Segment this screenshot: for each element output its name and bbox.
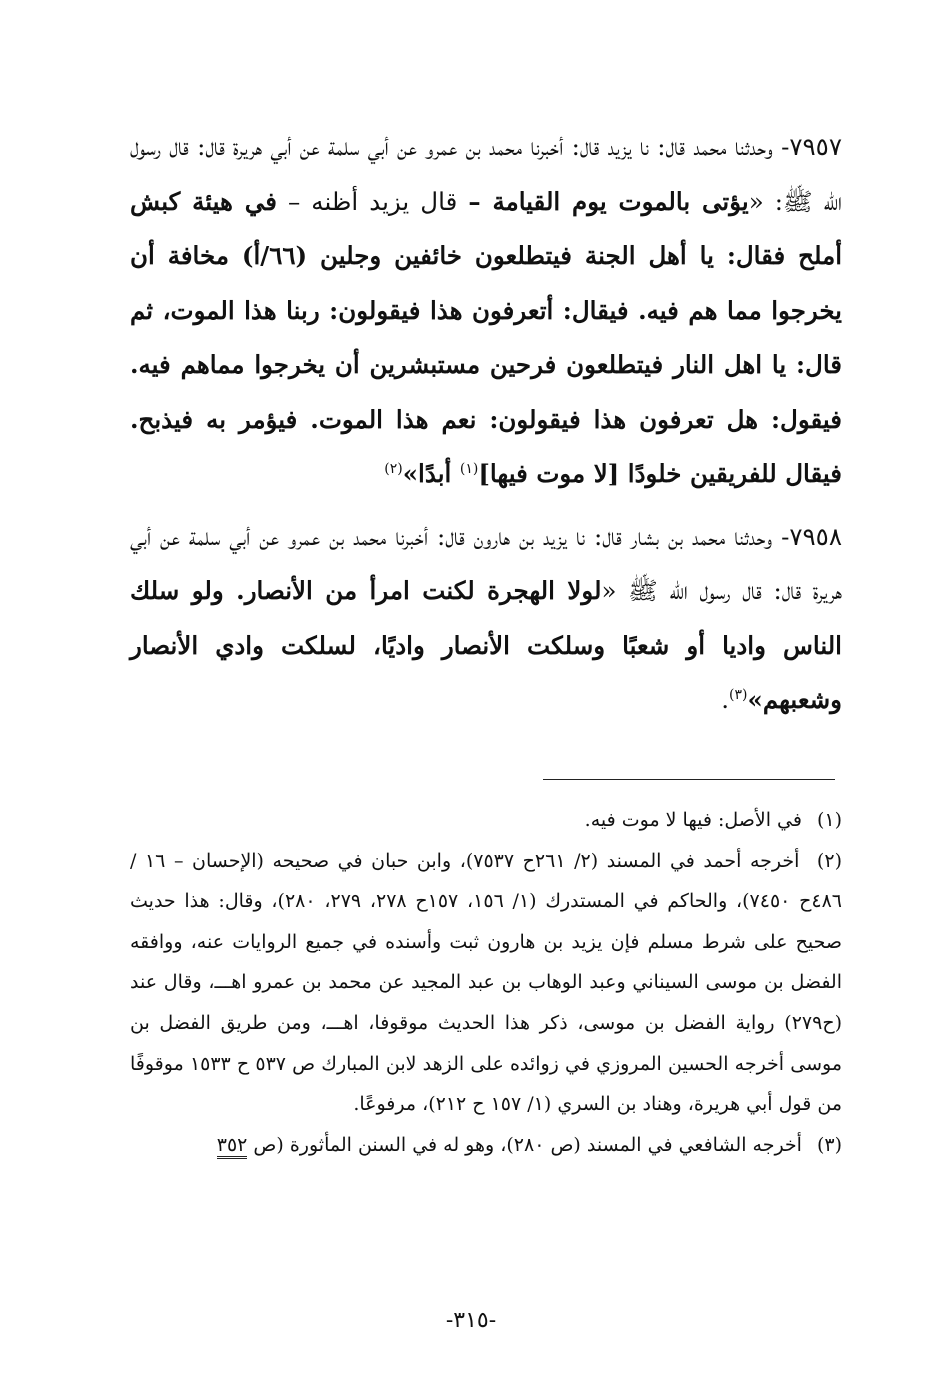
footnote-ref-2: (٢): [384, 460, 403, 477]
hadith-7958-end: .: [721, 685, 730, 714]
footnote-2: [130, 841, 842, 1125]
footnotes: [130, 800, 842, 1165]
footnote-3: [130, 1125, 842, 1166]
hadith-7957: [130, 120, 842, 502]
hadith-7957-narrator-note: قال يزيد أظنه –: [276, 186, 469, 216]
footnote-2-text: أخرجه أحمد في المسند (٢/ ٢٦١ح ٧٥٣٧)، وابن حبان في صحيحه (الإحسان – ١٦ / ٤٨٦ح ٧٤٥٠)، والحاكم في المستدرك (١/ ١٥٦، ١٥٧ح ٢٧٨، ٢٧٩، ٢٨٠)، وقال: هذا حديث صحيح على شرط مسلم فإن يزيد بن هارون ثبت وأسنده في جميع الروايات عنه، ووافقه الفضل بن موسى السيناني وعبد الوهاب بن عبد المجيد عن محمد بن عمرو اهـــ، وقال عند (ح٢٧٩) رواية الفضل بن موسى، ذكر هذا الحديث موقوفا، اهـــ، ومن طريق الفضل بن موسى أخرجه الحسين المروزي في زوائده على الزهد لابن المبارك ص ٥٣٧ ح ١٥٣٣ موقوفًا من قول أبي هريرة، وهناد بن السري (١/ ١٥٧ ح ٢١٢)، مرفوعًا.: [130, 849, 843, 1116]
footnote-ref-3: (٣): [729, 686, 748, 703]
footnote-separator: [543, 779, 835, 780]
page-number: -٣١٥-: [445, 1308, 497, 1333]
footnote-3-text: أخرجه الشافعي في المسند (ص ٢٨٠)، وهو له في السنن المأثورة (ص: [247, 1133, 802, 1156]
hadith-7958-text: لولا الهجرة لكنت امرأ من الأنصار. ولو سلك الناس واديا أو شعبًا وسلكت الأنصار واديًا، لسلكت وادي الأنصار وشعبهم»: [130, 576, 842, 714]
hadith-7957-text-3: أبدًا»: [402, 459, 460, 488]
footnote-1-number: (١): [816, 809, 842, 831]
footnote-1: [130, 800, 842, 841]
hadith-7957-text-1: يؤتى بالموت يوم القيامة –: [468, 186, 749, 216]
hadith-7957-intro: ٧٩٥٧- وحدثنا محمد قال: نا يزيد قال: أخبرنا محمد بن عمرو عن أبي سلمة عن أبي هريرة قال: قال رسول الله ﷺ: «: [130, 132, 842, 216]
footnote-3-number: (٣): [816, 1133, 842, 1156]
hadith-7958: [130, 510, 842, 728]
footnote-ref-1: (١): [459, 460, 479, 477]
footnote-2-number: (٢): [816, 849, 842, 872]
footnote-1-text: في الأصل: فيها لا موت فيه.: [584, 809, 802, 831]
hadith-7958-intro: ٧٩٥٨- وحدثنا محمد بن بشار قال: نا يزيد بن هارون قال: أخبرنا محمد بن عمرو عن أبي سلمة عن أبي هريرة قال: قال رسول الله ﷺ «: [130, 521, 842, 605]
hadith-7957-text-2: في هيئة كبش أملح فقال: يا أهل الجنة فيتطلعون خائفين وجلين (٦٦/أ) مخافة أن يخرجوا مما هم فيه. فيقال: أتعرفون هذا فيقولون: ربنا هذا الموت، ثم قال: يا اهل النار فيتطلعون فرحين مستبشرين أن يخرجوا مماهم فيه. فيقول: هل تعرفون هذا فيقولون: نعم هذا الموت. فيؤمر به فيذبح. فيقال للفريقين خلودًا [لا موت فيها]: [130, 186, 842, 488]
main-text: [130, 120, 842, 728]
footnote-3-continued: ٣٥٢: [217, 1134, 248, 1159]
